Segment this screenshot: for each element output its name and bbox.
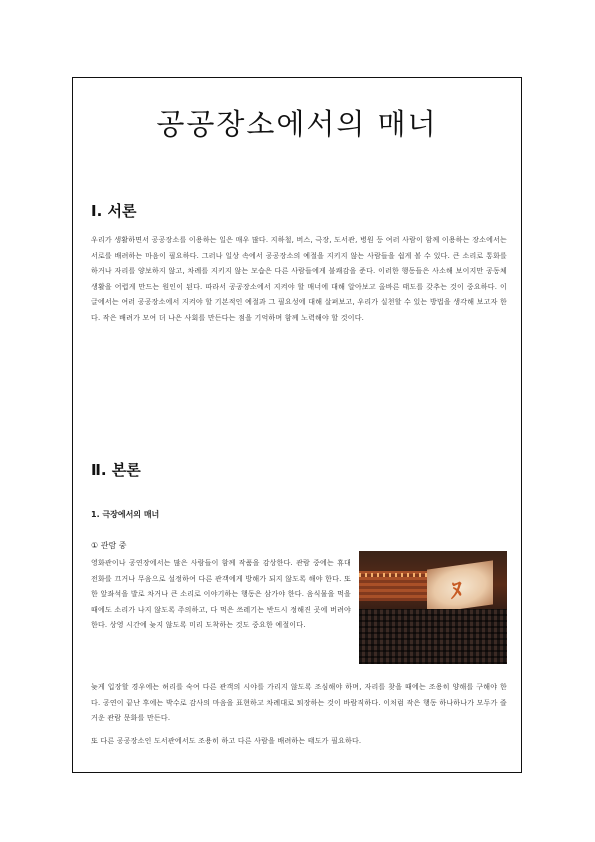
section-heading-body: Ⅱ. 본론 (91, 461, 141, 479)
document-frame (72, 77, 522, 773)
theater-paragraph-continued: 늦게 입장할 경우에는 허리를 숙여 다른 관객의 시야를 가리지 않도록 조심해야 하며, 자리를 찾을 때에는 조용히 양해를 구해야 한다. 공연이 끝난 후에는 박수로 감사의 마음을 표현하고 차례대로 퇴장하는 것이 바람직하다. 이처럼 작은 행동 하나하나가 모두가 즐거운 관람 문화를 만든다. (91, 683, 507, 722)
section-heading-intro: Ⅰ. 서론 (91, 202, 137, 220)
theater-seats (359, 609, 507, 664)
subsubsection-heading: ① 관람 중 (91, 541, 127, 550)
screen-image-icon: ﾇ (451, 577, 463, 605)
intro-paragraph: 우리가 생활하면서 공공장소를 이용하는 일은 매우 많다. 지하철, 버스, 극장, 도서관, 병원 등 여러 사람이 함께 이용하는 장소에서는 서로를 배려하는 마음이 필요하다. 그러나 일상 속에서 공공장소의 예절을 지키지 않는 사람들을 쉽게 볼 수 있다. 큰 소리로 통화를 하거나 자리를 양보하지 않고, 차례를 지키지 않는 모습은 다른 사람들에게 불쾌감을 준다. 이러한 행동들은 사소해 보이지만 공동체 생활을 어렵게 만드는 원인이 된다. 따라서 공공장소에서 지켜야 할 매너에 대해 알아보고 올바른 태도를 갖추는 것이 중요하다. 이 글에서는 여러 공공장소에서 지켜야 할 기본적인 예절과 그 필요성에 대해 살펴보고, 우리가 실천할 수 있는 방법을 생각해 보고자 한다. 작은 배려가 모여 더 나은 사회를 만든다는 점을 기억하며 함께 노력해야 할 것이다. (91, 236, 507, 322)
subsection-heading: 1. 극장에서의 매너 (91, 510, 160, 519)
theater-screen (427, 560, 493, 613)
theater-photo (359, 551, 507, 664)
theater-lights (359, 573, 429, 577)
theater-paragraph: 영화관이나 공연장에서는 많은 사람들이 함께 작품을 감상한다. 관람 중에는 휴대전화를 끄거나 무음으로 설정하여 다른 관객에게 방해가 되지 않도록 해야 한다. 또한 앞좌석을 발로 차거나 큰 소리로 이야기하는 행동은 삼가야 한다. 음식물을 먹을 때에도 소리가 나지 않도록 주의하고, 다 먹은 쓰레기는 반드시 정해진 곳에 버려야 한다. 상영 시간에 늦지 않도록 미리 도착하는 것도 중요한 예절이다. (91, 559, 351, 629)
library-paragraph: 또 다른 공공장소인 도서관에서도 조용히 하고 다른 사람을 배려하는 태도가 필요하다. (91, 737, 362, 745)
document-title: 공공장소에서의 매너 (156, 107, 438, 141)
